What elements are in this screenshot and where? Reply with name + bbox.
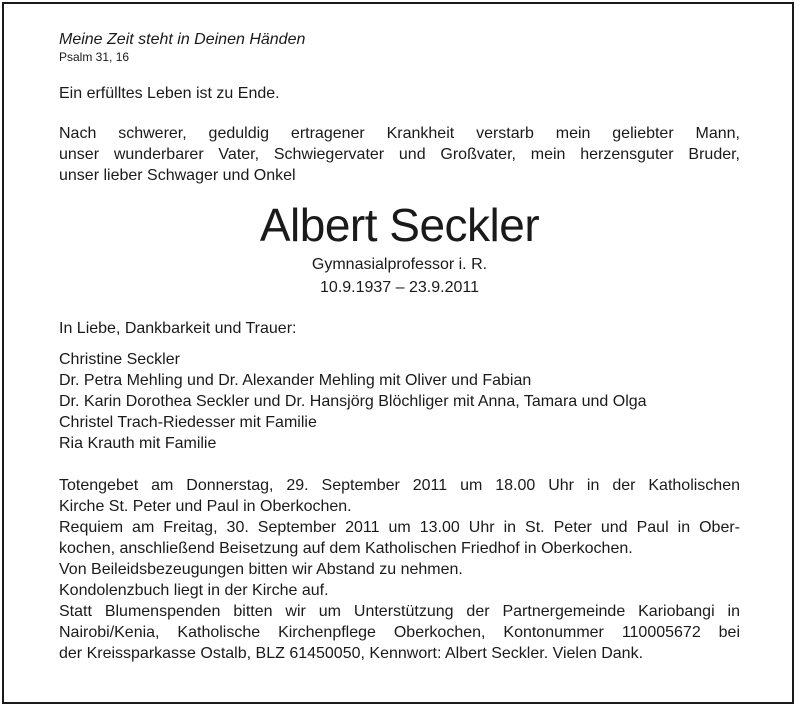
services-line-1: Totengebet am Donnerstag, 29. September 2011 um 18.00 Uhr in der Katholischen [59,477,740,494]
deceased-dates: 10.9.1937 – 23.9.2011 [320,279,479,296]
services-line-5: Von Beileidsbezeugungen bitten wir Abstand zu nehmen. [59,561,463,578]
deceased-name: Albert Seckler [259,199,540,251]
obituary-notice [59,30,740,664]
announcement-paragraph [59,123,740,186]
intro-sentence: Ein erfülltes Leben ist zu Ende. [59,85,280,102]
psalm-reference: Psalm 31, 16 [59,50,130,64]
services-line-2: Kirche St. Peter und Paul in Oberkochen. [59,498,352,515]
deceased-block [59,199,740,299]
family-list [59,349,740,454]
deceased-title: Gymnasialprofessor i. R. [311,256,488,273]
services-line-4: kochen, anschließend Beisetzung auf dem Katholischen Friedhof in Oberkochen. [59,540,633,557]
services-paragraph [59,475,740,664]
announcement-line-2: unser wunderbarer Vater, Schwiegervater und Großvater, mein herzensguter Bruder, [59,146,740,163]
services-line-3: Requiem am Freitag, 30. September 2011 um 13.00 Uhr in St. Peter und Paul in Ober- [59,519,740,536]
announcement-line-1: Nach schwerer, geduldig ertragener Krankheit verstarb mein geliebter Mann, [59,125,740,142]
services-line-8: Nairobi/Kenia, Katholische Kirchenpflege Oberkochen, Kontonummer 110005672 bei [59,624,740,641]
mourning-line: In Liebe, Dankbarkeit und Trauer: [59,320,297,337]
family-member: Ria Krauth mit Familie [59,435,217,452]
motto-quote: Meine Zeit steht in Deinen Händen [59,31,306,48]
services-line-6: Kondolenzbuch liegt in der Kirche auf. [59,582,329,599]
family-member: Christine Seckler [59,351,180,368]
services-line-7: Statt Blumenspenden bitten wir um Unterstützung der Partnergemeinde Kariobangi in [59,603,740,620]
announcement-line-3: unser lieber Schwager und Onkel [59,167,296,184]
family-member: Dr. Petra Mehling und Dr. Alexander Mehling mit Oliver und Fabian [59,372,532,389]
services-line-9: der Kreissparkasse Ostalb, BLZ 61450050, Kennwort: Albert Seckler. Vielen Dank. [59,645,644,662]
family-member: Christel Trach-Riedesser mit Familie [59,414,317,431]
family-member: Dr. Karin Dorothea Seckler und Dr. Hansjörg Blöchliger mit Anna, Tamara und Olga [59,393,647,410]
